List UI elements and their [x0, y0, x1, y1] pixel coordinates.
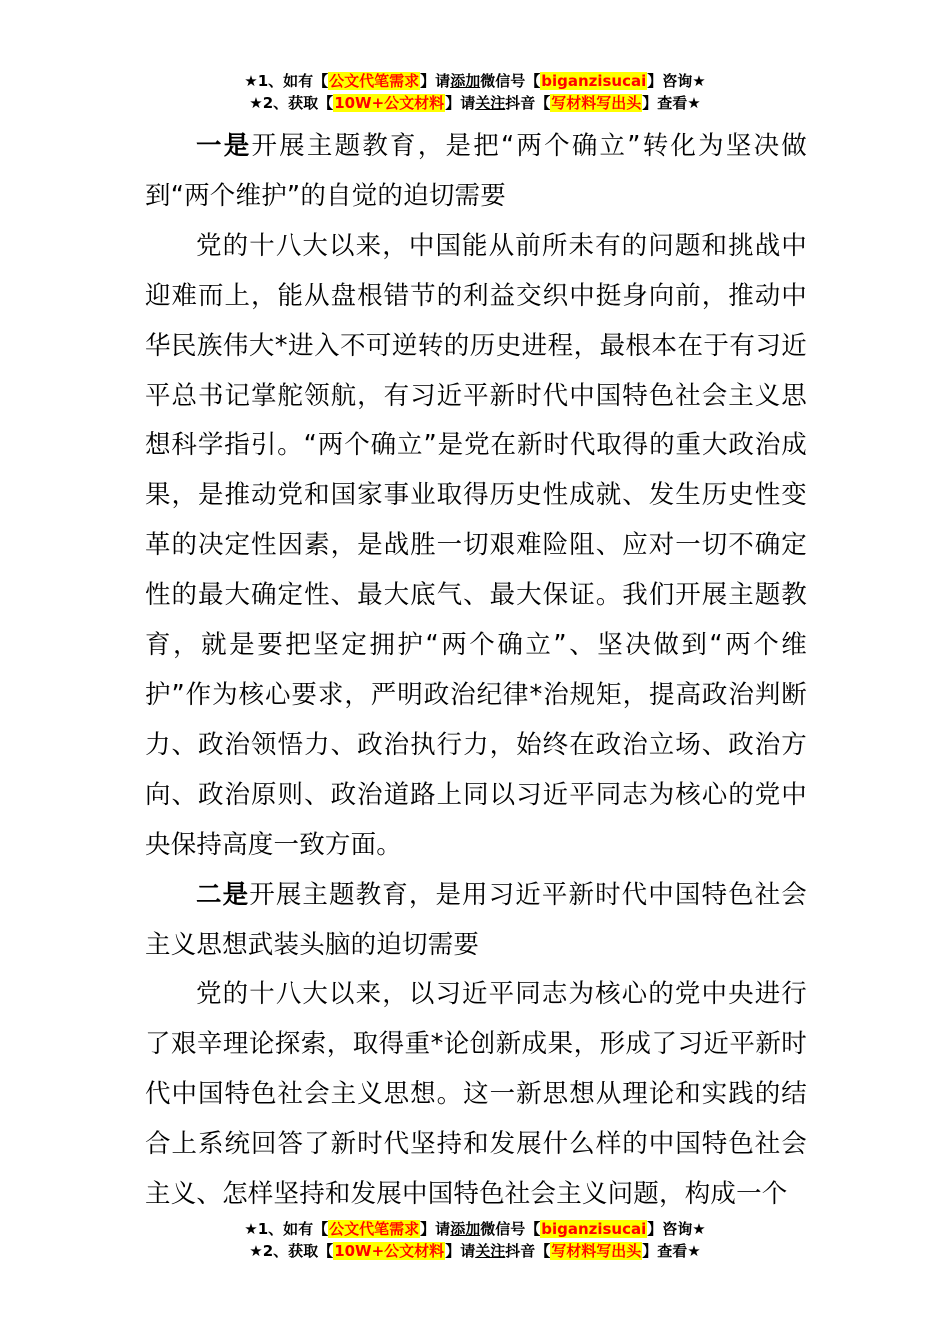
- paragraph-lead: 二是: [196, 879, 250, 910]
- notice-text: 】请: [420, 1220, 451, 1238]
- notice-text: 】请: [445, 94, 476, 112]
- paragraph-body-1: [145, 222, 807, 871]
- paragraph-text: 党的十八大以来，中国能从前所未有的问题和挑战中迎难而上，能从盘根错节的利益交织中挺身向前，推动中华民族伟大*进入不可逆转的历史进程，最根本在于有习近平总书记掌舵领航，有习近平新时代中国特色社会主义思想科学指引。“两个确立”是党在新时代取得的重大政治成果，是推动党和国家事业取得历史性成就、发生历史性变革的决定性因素，是战胜一切艰难险阻、应对一切不确定性的最大确定性、最大底气、最大保证。我们开展主题教育，就是要把坚定拥护“两个确立”、坚决做到“两个维护”作为核心要求，严明政治纪律*治规矩，提高政治判断力、政治领悟力、政治执行力，始终在政治立场、政治方向、政治原则、政治道路上同以习近平同志为核心的党中央保持高度一致方面。: [145, 230, 807, 860]
- notice-line-2: [0, 1240, 950, 1262]
- document-body: [145, 122, 807, 1220]
- notice-text: 微信号【: [480, 1220, 541, 1238]
- wechat-id-highlight: biganzisucai: [541, 72, 647, 90]
- header-notice: [0, 70, 950, 114]
- notice-highlight: 公文代笔需求: [329, 1220, 420, 1238]
- douyin-id-highlight: 写材料写出头: [551, 1242, 642, 1260]
- notice-underline: 关注: [475, 94, 506, 112]
- notice-text: ★2、获取【: [249, 94, 334, 112]
- notice-underline: 添加: [450, 72, 481, 90]
- notice-line-2: [0, 92, 950, 114]
- paragraph-text: 党的十八大以来，以习近平同志为核心的党中央进行了艰辛理论探索，取得重*论创新成果，形成了习近平新时代中国特色社会主义思想。这一新思想从理论和实践的结合上系统回答了新时代坚持和发展什么样的中国特色社会主义、怎样坚持和发展中国特色社会主义问题，构成一个: [145, 979, 807, 1210]
- paragraph-lead: 一是: [196, 131, 252, 161]
- notice-text: 】查看★: [642, 94, 701, 112]
- notice-text: 微信号【: [480, 72, 541, 90]
- notice-text: ★1、如有【: [244, 1220, 329, 1238]
- notice-text: 】咨询★: [647, 72, 706, 90]
- notice-highlight: 10W+公文材料: [334, 1242, 445, 1260]
- wechat-id-highlight: biganzisucai: [541, 1220, 647, 1238]
- notice-text: 】请: [420, 72, 451, 90]
- footer-notice: [0, 1218, 950, 1262]
- notice-highlight: 公文代笔需求: [329, 72, 420, 90]
- notice-text: 】请: [445, 1242, 476, 1260]
- notice-text: 抖音【: [505, 94, 551, 112]
- notice-underline: 关注: [475, 1242, 506, 1260]
- notice-line-1: [0, 1218, 950, 1240]
- notice-text: ★1、如有【: [244, 72, 329, 90]
- douyin-id-highlight: 写材料写出头: [551, 94, 642, 112]
- paragraph-heading-2: [145, 871, 807, 971]
- notice-text: ★2、获取【: [249, 1242, 334, 1260]
- paragraph-heading-1: [145, 122, 807, 222]
- paragraph-body-2: [145, 970, 807, 1220]
- notice-text: 】查看★: [642, 1242, 701, 1260]
- notice-text: 】咨询★: [647, 1220, 706, 1238]
- notice-highlight: 10W+公文材料: [334, 94, 445, 112]
- notice-text: 抖音【: [505, 1242, 551, 1260]
- notice-underline: 添加: [450, 1220, 481, 1238]
- paragraph-heading-text: 开展主题教育，是把“两个确立”转化为坚决做到“两个维护”的自觉的迫切需要: [145, 131, 808, 211]
- paragraph-heading-text: 开展主题教育，是用习近平新时代中国特色社会主义思想武装头脑的迫切需要: [145, 879, 808, 960]
- notice-line-1: [0, 70, 950, 92]
